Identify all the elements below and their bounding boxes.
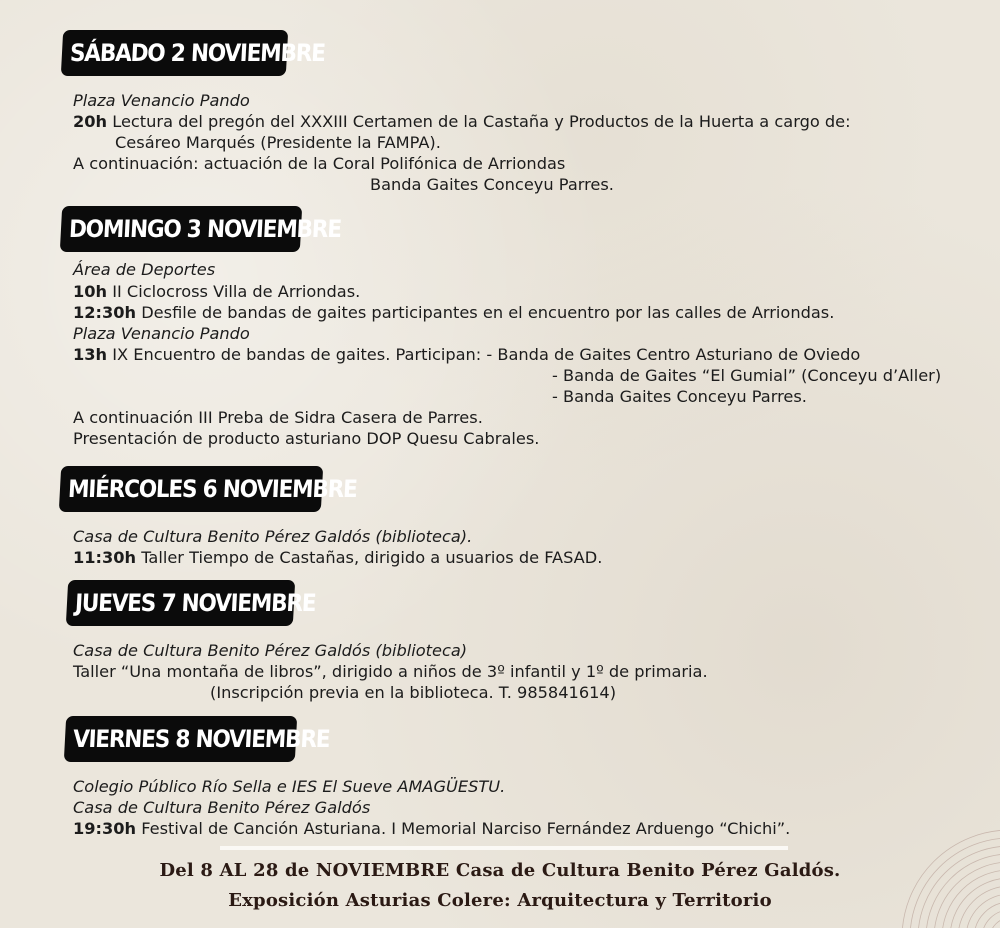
- venue-label: Casa de Cultura Benito Pérez Galdós (biblioteca).: [73, 527, 473, 546]
- event-time: 10h: [73, 282, 108, 301]
- event-text: Taller Tiempo de Castañas, dirigido a usuarios de FASAD.: [136, 548, 603, 567]
- event-line: A continuación III Preba de Sidra Casera de Parres.: [73, 408, 483, 427]
- venue-label: Área de Deportes: [73, 260, 216, 279]
- event-line: [73, 818, 790, 839]
- event-line: Cesáreo Marqués (Presidente la FAMPA).: [115, 133, 441, 152]
- event-line: Taller “Una montaña de libros”, dirigido a niños de 3º infantil y 1º de primaria.: [73, 662, 708, 681]
- event-text: II Ciclocross Villa de Arriondas.: [107, 282, 361, 301]
- event-line: [73, 547, 602, 568]
- venue-label: Casa de Cultura Benito Pérez Galdós: [73, 798, 371, 817]
- event-text: Lectura del pregón del XXXIII Certamen de la Castaña y Productos de la Huerta a cargo de:: [107, 112, 851, 131]
- event-line: [73, 111, 851, 132]
- day-heading-sabado: SÁBADO 2 NOVIEMBRE: [61, 30, 288, 76]
- event-time: 20h: [73, 112, 108, 131]
- event-text: IX Encuentro de bandas de gaites. Participan: - Banda de Gaites Centro Asturiano de Oviedo: [107, 345, 861, 364]
- event-line: [73, 344, 860, 365]
- exhibition-dates: Del 8 AL 28 de NOVIEMBRE Casa de Cultura Benito Pérez Galdós.: [159, 860, 841, 881]
- event-line: Presentación de producto asturiano DOP Quesu Cabrales.: [73, 429, 540, 448]
- event-text: Festival de Canción Asturiana. I Memorial Narciso Fernández Arduengo “Chichi”.: [136, 819, 791, 838]
- event-line: - Banda Gaites Conceyu Parres.: [552, 387, 807, 406]
- decorative-rings-icon: [900, 798, 1000, 928]
- venue-label: Plaza Venancio Pando: [73, 324, 250, 343]
- exhibition-title: Exposición Asturias Colere: Arquitectura y Territorio: [228, 890, 772, 911]
- event-text: Desfile de bandas de gaites participantes en el encuentro por las calles de Arriondas.: [136, 303, 835, 322]
- day-heading-viernes: VIERNES 8 NOVIEMBRE: [64, 716, 297, 762]
- event-line: Banda Gaites Conceyu Parres.: [370, 175, 614, 194]
- event-line: (Inscripción previa en la biblioteca. T. 985841614): [210, 683, 617, 702]
- event-time: 12:30h: [73, 303, 137, 322]
- day-heading-domingo: DOMINGO 3 NOVIEMBRE: [60, 206, 302, 252]
- venue-label: Plaza Venancio Pando: [73, 91, 250, 110]
- event-time: 13h: [73, 345, 108, 364]
- venue-label: Casa de Cultura Benito Pérez Galdós (biblioteca): [73, 641, 468, 660]
- event-line: - Banda de Gaites “El Gumial” (Conceyu d’Aller): [552, 366, 942, 385]
- divider: [220, 846, 788, 850]
- event-time: 19:30h: [73, 819, 137, 838]
- event-line: [73, 302, 834, 323]
- event-line: [73, 281, 360, 302]
- event-time: 11:30h: [73, 548, 137, 567]
- venue-label: Colegio Público Río Sella e IES El Sueve AMAGÜESTU.: [73, 777, 506, 796]
- event-line: A continuación: actuación de la Coral Polifónica de Arriondas: [73, 154, 566, 173]
- day-heading-miercoles: MIÉRCOLES 6 NOVIEMBRE: [59, 466, 323, 512]
- day-heading-jueves: JUEVES 7 NOVIEMBRE: [66, 580, 295, 626]
